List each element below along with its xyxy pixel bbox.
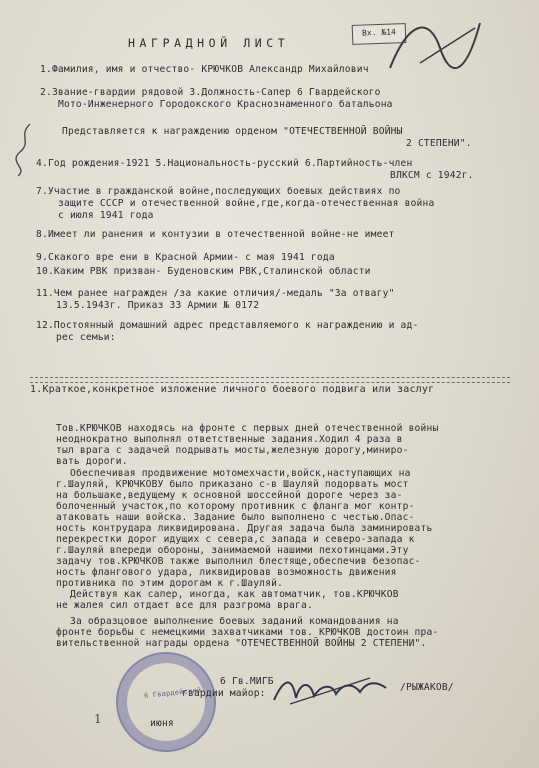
signature-rank: гвардии майор: (182, 688, 266, 699)
seal-text: 6 Гвардейский (143, 686, 202, 700)
field-line: 4.Год рождения-1921 5.Национальность-русский 6.Партийность-член (36, 158, 413, 169)
field-line: 10.Каким РВК призван- Буденовским РВК,Сталинской области (36, 266, 371, 277)
field-line: 9.Скакого вре ени в Красной Армии- с мая 1941 года (36, 252, 335, 263)
narrative-line: ность флангового удара, ликвидировав возможность движения (56, 567, 397, 578)
narrative-line: неоднократно выполнял ответственные задания.Ходил 4 раза в (56, 434, 403, 445)
field-line: 1.Фамилия, имя и отчество- КРЮЧКОВ Александр Михайлович (40, 64, 369, 75)
field-line: 12.Постоянный домашний адрес представляемого к награждению и ад- (36, 320, 419, 331)
date-month: июня (150, 718, 174, 729)
narrative-line: г.Шауляй, КРЮЧКОВУ было приказано с-в Шауляй подорвать мост (56, 479, 409, 490)
narrative-line: перекрестки дорог идущих с севера,с запада и северо-запада к (56, 534, 415, 545)
narrative-line: Действуя как сапер, иногда, как автоматчик, тов.КРЮЧКОВ (70, 589, 399, 600)
narrative-line: г.Шауляй впереди обороны, занимаемой нашими пехотинцами.Эту (56, 545, 409, 556)
field-line: 2.Звание-гвардии рядовой 3.Должность-Сапер 6 Гвардейского (40, 87, 381, 98)
section-heading: 1.Краткое,конкретное изложение личного боевого подвига или заслуг (30, 384, 435, 395)
field-line: 2 СТЕПЕНИ". (406, 138, 472, 149)
date-day: 1 (94, 712, 102, 726)
field-line: защите СССР и отечественной войне,где,когда-отечественная война (58, 198, 435, 209)
unit-seal (111, 647, 221, 757)
field-line: рес семьи: (56, 332, 116, 343)
margin-pencil-note-icon (12, 120, 38, 180)
registration-stamp: Вх. №14 (352, 23, 407, 45)
field-line: Мото-Инженерного Городокского Краснознаменного батальона (58, 99, 393, 110)
field-line: Представляется к награждению орденом "ОТЕЧЕСТВЕННОЙ ВОЙНЫ (62, 126, 403, 137)
pencil-scribble-icon (380, 8, 490, 88)
field-line: с июля 1941 года (58, 210, 154, 221)
narrative-line: тыл врага с задачей подрывать мосты,железную дорогу,миниро- (56, 445, 409, 456)
narrative-line: фронте борьбы с немецкими захватчиками тов. КРЮЧКОВ достоин пра- (56, 627, 439, 638)
narrative-line: ность контрудара ликвидирована. Другая задача была заминировать (56, 523, 433, 534)
narrative-line: атаковать наши войска. Задание было выполнено с честью.Опас- (56, 512, 415, 523)
narrative-line: Тов.КРЮЧКОВ находясь на фронте с первых дней отечественной войны (56, 423, 439, 434)
narrative-line: не жалея сил отдает все для разгрома врага. (56, 600, 313, 611)
field-line: 7.Участие в гражданской войне,последующих боевых действиях по (36, 186, 401, 197)
section-divider (30, 377, 510, 378)
field-line: 8.Имеет ли ранения и контузии в отечественной войне-не имеет (36, 229, 395, 240)
narrative-line: на большаке,ведущему к основной шоссейной дороге через за- (56, 490, 403, 501)
handwritten-signature-icon (270, 670, 390, 710)
field-line: ВЛКСМ с 1942г. (390, 170, 474, 181)
narrative-line: За образцовое выполнение боевых заданий командования на (70, 616, 399, 627)
field-line: 11.Чем ранее награжден /за какие отличия/-медаль "За отвагу" (36, 288, 395, 299)
document-title: НАГРАДНОЙ ЛИСТ (128, 36, 290, 50)
narrative-line: задачу тов.КРЮЧКОВ также выполнил блестяще,обеспечив безопас- (56, 556, 421, 567)
signatory-name: /РЫЖАКОВ/ (400, 682, 454, 693)
narrative-line: вать дороги. (56, 456, 128, 467)
signature-unit: 6 Гв.МИГБ (220, 676, 274, 687)
section-divider (30, 382, 510, 383)
narrative-line: болоченный участок,по которому противник с фланга мог контр- (56, 501, 415, 512)
narrative-line: Обеспечивая продвижение мотомехчасти,войск,наступающих на (70, 468, 411, 479)
field-line: 13.5.1943г. Приказ 33 Армии № 0172 (56, 300, 260, 311)
narrative-line: противника по этим дорогам к г.Шауляй. (56, 578, 284, 589)
narrative-line: вительственной награды ордена "ОТЕЧЕСТВЕННОЙ ВОЙНЫ 2 СТЕПЕНИ". (56, 638, 427, 649)
